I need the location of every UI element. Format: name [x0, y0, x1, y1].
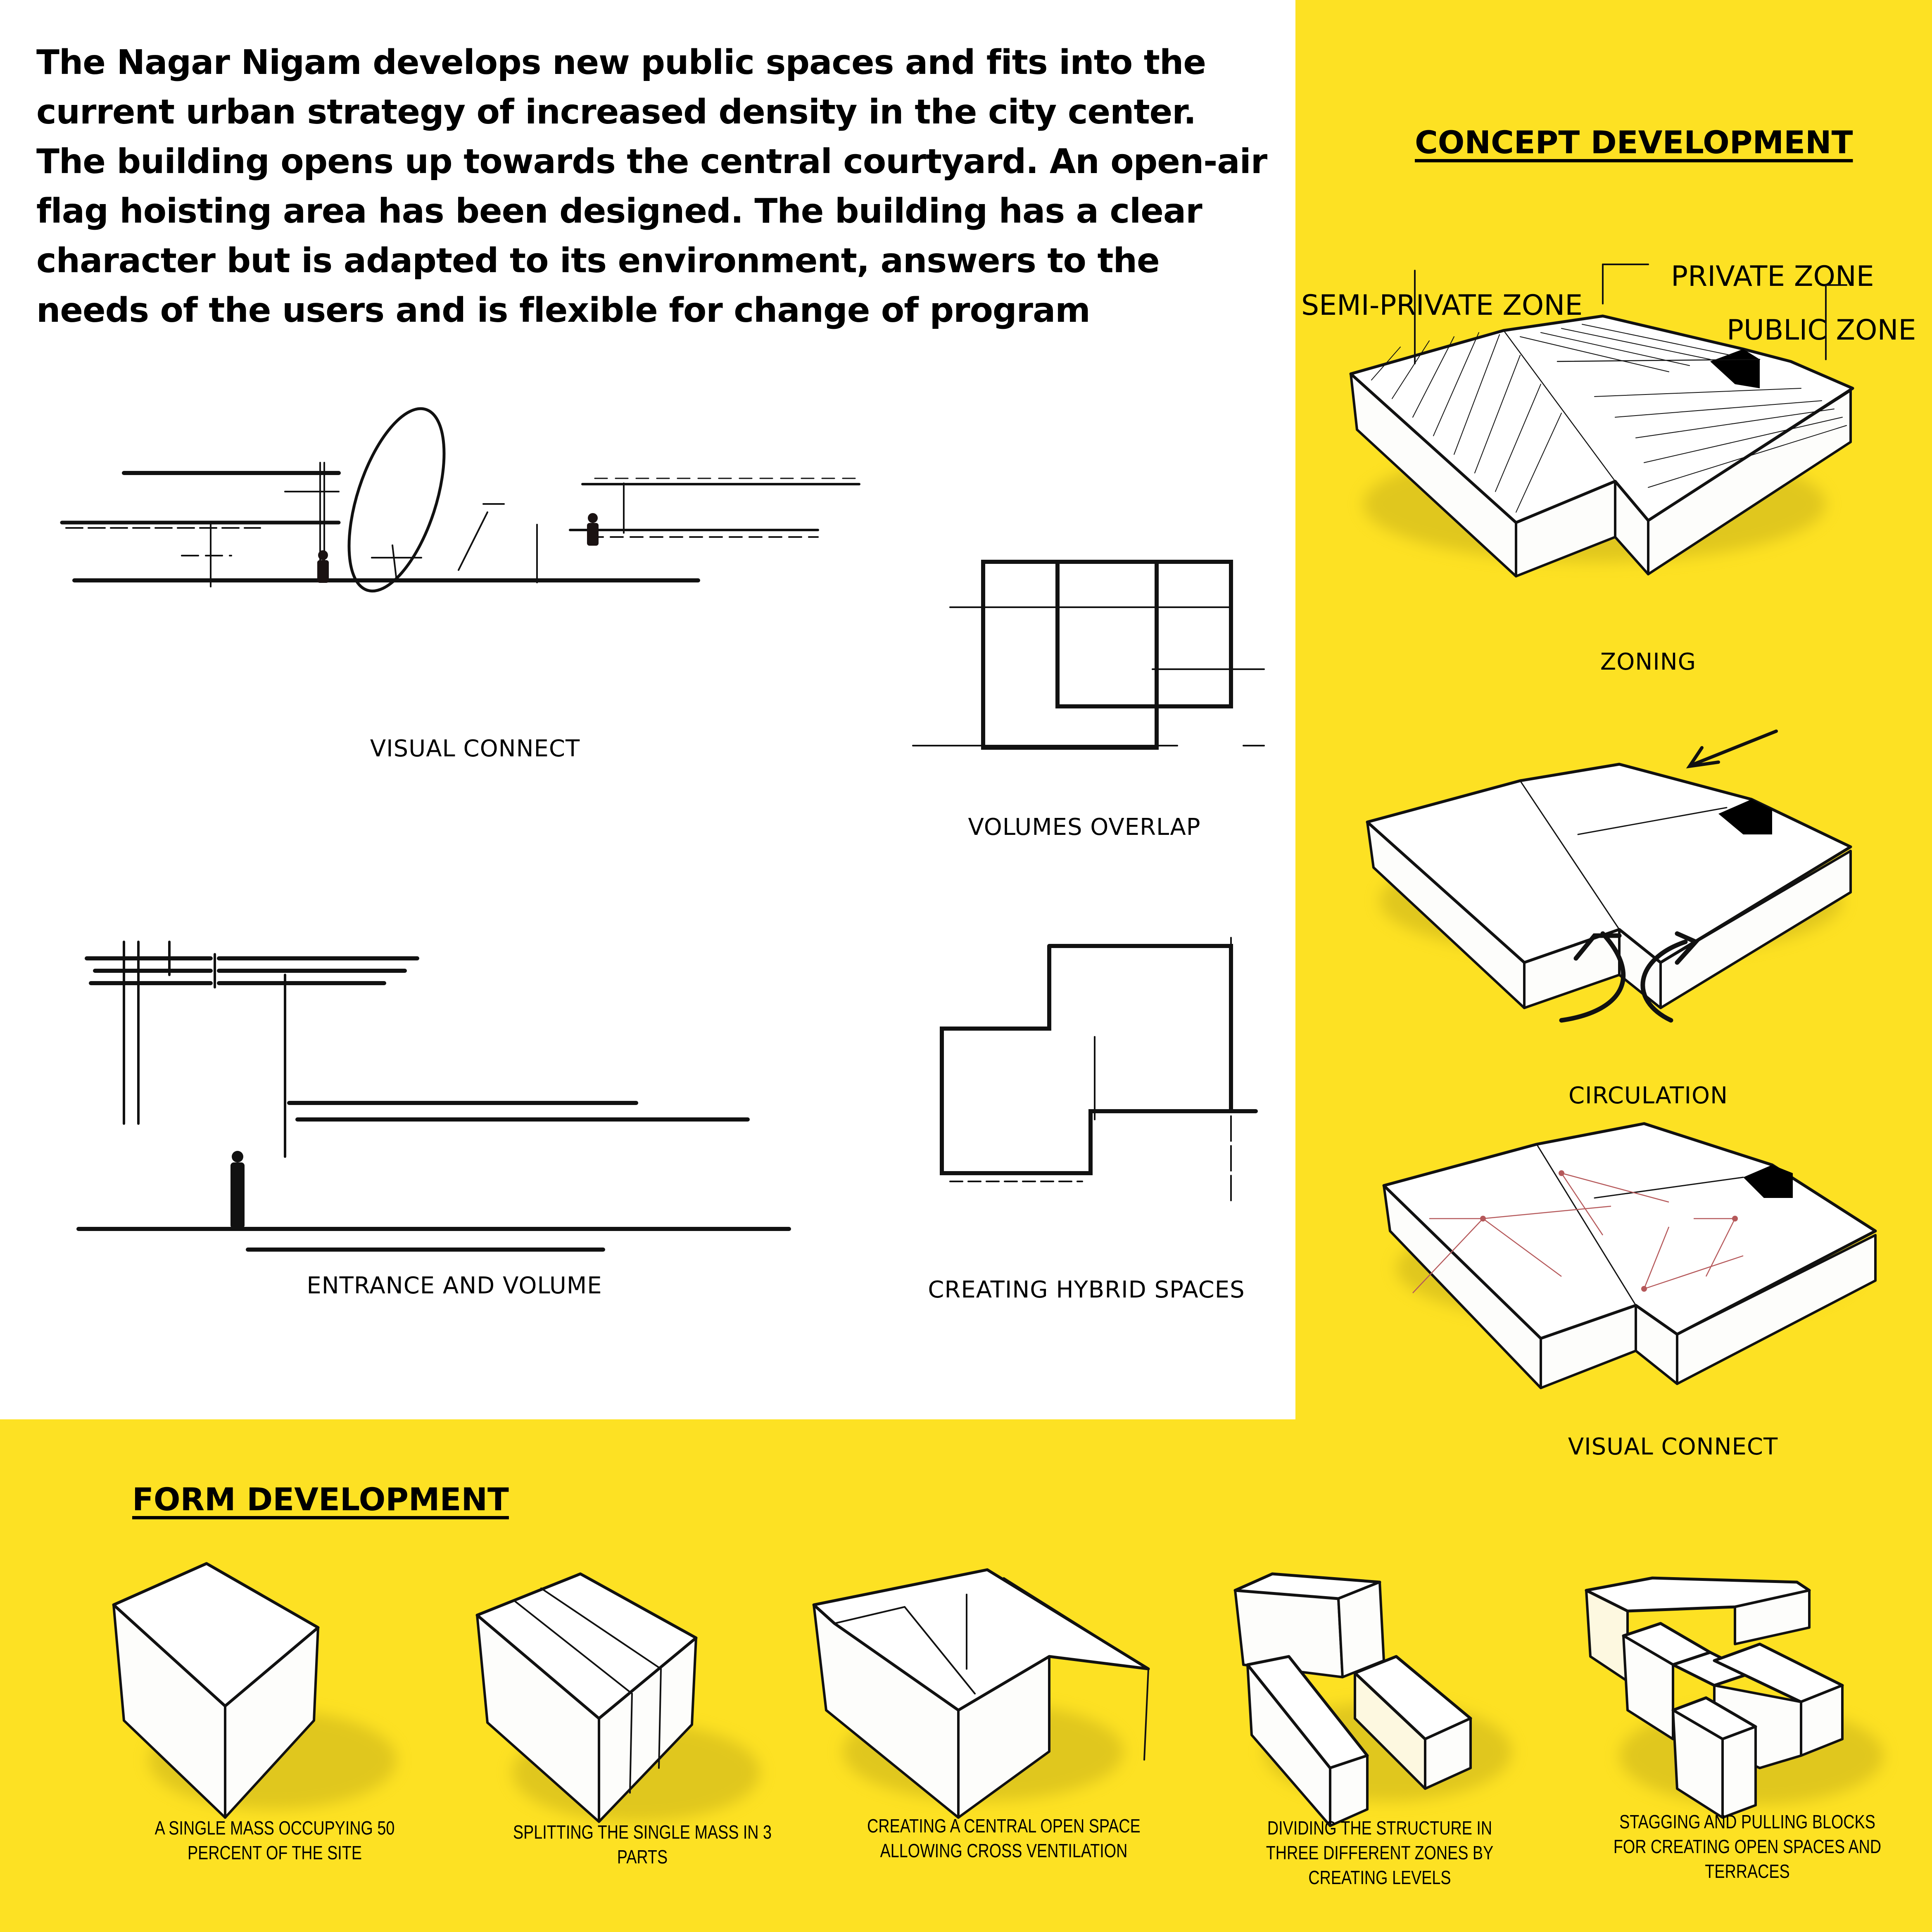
form-step-5-caption: STAGGING AND PULLING BLOCKS FOR CREATING OPEN SPACES AND TERRACES — [1613, 1811, 1882, 1882]
creating-hybrid-spaces-sketch — [917, 934, 1268, 1223]
sketch-caption-entrance-and-volume: ENTRANCE AND VOLUME — [307, 1272, 602, 1299]
entry-arrow-icon — [1690, 731, 1776, 766]
intro-paragraph: The Nagar Nigam develops new public spaces and fits into the current urban strategy of increased density in the city center. The building opens up towards the central courtyard. An open-air flag hoisting area has been designed. The building has a clear character but is adapted to its environment, answers to the needs of the users and is flexible for change of program — [36, 43, 1267, 330]
form-step-4-caption: DIVIDING THE STRUCTURE IN THREE DIFFERENT ZONES BY CREATING LEVELS — [1266, 1817, 1494, 1888]
concept-caption-circulation: CIRCULATION — [1568, 1082, 1728, 1109]
form-step-5-massing — [1578, 1574, 1917, 1830]
zoning-diagram — [1347, 248, 1908, 620]
label-semi-private-zone: SEMI-PRIVATE ZONE — [1301, 289, 1583, 322]
form-step-1-caption: A SINGLE MASS OCCUPYING 50 PERCENT OF THE SITE — [154, 1817, 395, 1863]
leader-public — [1826, 285, 1846, 359]
concept-visual-connect-diagram — [1380, 1062, 1917, 1433]
person-silhouette — [317, 513, 599, 583]
form-step-2-massing — [471, 1599, 801, 1846]
sketch-caption-volumes-overlap: VOLUMES OVERLAP — [968, 814, 1201, 841]
form-step-2-caption: SPLITTING THE SINGLE MASS IN 3 PARTS — [513, 1821, 772, 1868]
form-step-3-caption: CREATING A CENTRAL OPEN SPACE ALLOWING CROSS VENTILATION — [867, 1815, 1141, 1861]
form-step-4-massing — [1231, 1570, 1561, 1826]
sketch-caption-creating-hybrid-spaces: CREATING HYBRID SPACES — [928, 1276, 1245, 1303]
entrance-and-volume-sketch — [54, 909, 839, 1239]
sketch-caption-visual-connect: VISUAL CONNECT — [370, 735, 580, 762]
concept-caption-visual-connect: VISUAL CONNECT — [1568, 1433, 1778, 1460]
form-step-1-massing — [107, 1586, 438, 1834]
form-step-3-massing — [810, 1586, 1181, 1834]
label-public-zone: PUBLIC ZONE — [1727, 314, 1916, 347]
form-development-title: FORM DEVELOPMENT — [132, 1481, 509, 1518]
concept-caption-zoning: ZONING — [1600, 649, 1697, 675]
column-line — [392, 545, 397, 580]
volumes-overlap-sketch — [909, 549, 1281, 781]
circulation-massing — [1367, 764, 1851, 1008]
volume-rect — [1057, 562, 1231, 706]
circulation-diagram — [1363, 711, 1908, 1062]
concept-development-title: CONCEPT DEVELOPMENT — [1415, 124, 1853, 161]
visual-connect-sketch — [54, 454, 880, 744]
label-private-zone: PRIVATE ZONE — [1671, 260, 1874, 293]
person-silhouette — [231, 1151, 245, 1229]
visual-connect-massing — [1384, 1124, 1875, 1388]
column-line — [459, 512, 487, 570]
volume-rect — [983, 562, 1157, 748]
